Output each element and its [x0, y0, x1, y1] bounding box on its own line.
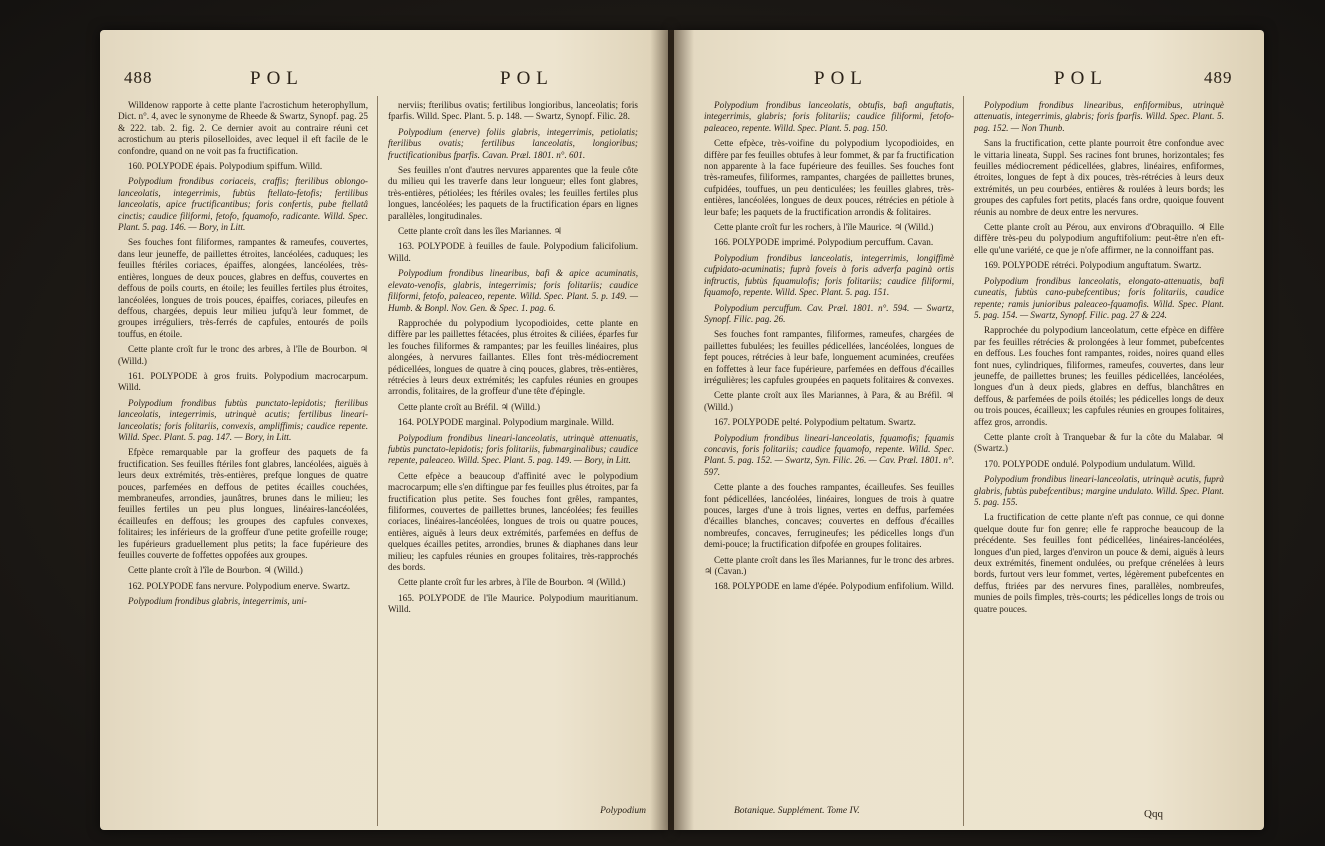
paragraph: La fructification de cette plante n'eft pas connue, ce qui donne quelque doute fur fon genre; elle fe rapproche beaucoup de la précédente. Ses feuilles font pédicellées, linéaires-lancéolées, longues d'un pied, larges d'environ un pouce & demi, aiguës à leurs deux extrémités, finement ondulées, ou prefque crénelées à leurs bords, furtout vers leur fommet, vertes, légèrement pubefcentes en deffus, ftriées par des nervures fines, parallèles, nombreufes, munies de poils fimples, très-courts; les pédicelles longs de trois ou quatre pouces. [974, 512, 1224, 614]
paragraph: Polypodium frondibus lanceolatis, integerrimis, longiffimè cufpidato-acuminatis; fuprà foveis à foris adverfa paginà ortis inftructis, fubtùs fquamulofis; foris folitariis; caudice filiformi, fquamofo, repente. Willd. Spec. Plant. 5. pag. 151. [704, 252, 954, 298]
paragraph: Polypodium frondibus lineari-lanceolatis, utrinquè attenuatis, fubtùs punctato-lepidotis; foris folitariis, fubmarginalibus; caudice repente, paleaceo. Willd. Spec. Plant. 5. pag. 149. — Bory, in Litt. [388, 432, 638, 466]
paragraph: Cette plante croît au Pérou, aux environs d'Obraquillo. ♃ Elle diffère très-peu du polypodium anguftifolium: peut-être n'en eft-elle qu'une variété, ce que je n'ofe affirmer, ne la connoiffant pas. [974, 222, 1224, 255]
paragraph: 169. POLYPODE rétréci. Polypodium anguftatum. Swartz. [984, 260, 1202, 271]
paragraph: Rapprochée du polypodium lanceolatum, cette efpèce en diffère par fes feuilles rétrécies & prolongées à leur fommet, pubefcentes en deffous. Les fouches font rampantes, roides, noires quand elles font nues, cylindriques, filiformes, rameufes, couvertes, dans leur jeuneffe, de paillettes brunes; les feuilles pédicellées, lancéolées, longues d'un à deux pieds, glabres en deffus, blanchâtres en deffous, & parfemées de poils étoilés; les pédicelles longs de deux ou trois pouces, écailleux; les capfules réunies en groupes folitaires, affez gros, arrondis. [974, 325, 1224, 427]
paragraph: Ses feuilles n'ont d'autres nervures apparentes que la feule côte du milieu qui les traverfe dans leur longueur; elles font glabres, très-entières, pétiolées; les ftériles ovales; les feuilles fertiles plus longues, lancéolées; les paquets de la fructification épars en lignes parallèles, longitudinales. [388, 165, 638, 221]
paragraph: Cette plante croît fur les arbres, à l'île de Bourbon. ♃ (Willd.) [398, 577, 626, 588]
paragraph: Ses fouches font filiformes, rampantes & rameufes, couvertes, dans leur jeuneffe, de paillettes étroites, lancéolées, caduques; les feuilles ftériles coriaces, épaiffes, alongées, lancéolées, très-entières, longues de deux pouces, glabres en deffus, couvertes en deffous de poils courts, en étoile; les feuilles fertiles plus étroites, lancéolées, longues de trois pouces, épaiffes, coriaces, pileufes en deffous, chargées, depuis leur milieu jufqu'à leur fommet, de groupes irréguliers, très-ferrés de capfules, entourés de poils touffus, en étoile. [118, 237, 368, 339]
paragraph: 168. POLYPODE en lame d'épée. Polypodium enfifolium. Willd. [714, 581, 954, 592]
paragraph: Sans la fructification, cette plante pourroit être confondue avec le vittaria lineata, Suppl. Ses racines font brunes, horizontales; fes feuilles médiocrement pédicellées, glabres, linéaires, enfiformes, étroites, longues de fept à dix pouces, très-rétrécies à leurs deux extrémités, un peu courbées, entières & roulées à leurs bords; les groupes des capfules fort petits, placés fans ordre, quoique fouvent réunis au nombre de deux entre les nervures. [974, 138, 1224, 217]
paragraph: Polypodium frondibus lanceolatis, elongato-attenuatis, bafi cuneatis, fubtùs cano-pubefcentibus; foris folitariis, caudice repente; ramis junioribus paleaceo-fquamofis. Willd. Spec. Plant. 5. pag. 154. — Swartz, Synopf. Filic. pag. 27 & 224. [974, 275, 1224, 320]
paragraph: Polypodium (enerve) foliis glabris, integerrimis, petiolatis; fterilibus ovatis; fertilibus lanceolatis, longioribus; fructificationibus fparfis. Cavan. Præl. 1801. n°. 601. [388, 126, 638, 160]
paragraph: Polypodium percuffum. Cav. Præl. 1801. n°. 594. — Swartz, Synopf. Filic. pag. 26. [704, 302, 954, 324]
paragraph: Cette plante a des fouches rampantes, écailleufes. Ses feuilles font pédicellées, lancéolées, linéaires, longues de trois à quatre pouces, larges d'une à trois lignes, vertes en deffus, parfemées d'écailles blanches, concaves; couvertes en deffous d'écailles nombreufes, concaves, ferrugineufes; les pédicelles longs d'un demi-pouce; la fructification difpofée en groupes folitaires. [704, 482, 954, 550]
paragraph: 163. POLYPODE à feuilles de faule. Polypodium falicifolium. Willd. [388, 241, 638, 263]
paragraph: Cette plante croît à l'île de Bourbon. ♃ (Willd.) [128, 565, 303, 576]
paragraph: 166. POLYPODE imprimé. Polypodium percuffum. Cavan. [714, 237, 934, 248]
paragraph: Polypodium frondibus glabris, integerrimis, uni- [128, 596, 307, 607]
running-head-right-1: POL [814, 68, 868, 89]
paragraph: Polypodium frondibus linearibus, enfiformibus, utrinquè attenuatis, integerrimis, glabris; foris fparfis. Willd. Spec. Plant. 5. pag. 152. — Non Thunb. [974, 100, 1224, 133]
left-page-column-1 [118, 100, 368, 612]
paragraph: Cette plante croît dans les îles Mariannes, fur le tronc des arbres. ♃ (Cavan.) [704, 554, 954, 577]
running-head-left-1: POL [250, 68, 304, 89]
column-rule [963, 96, 964, 826]
signature-mark: Qqq [1144, 808, 1163, 820]
left-page [100, 30, 668, 830]
right-page-column-1 [704, 100, 954, 800]
paragraph: Cette efpèce, très-voifine du polypodium lycopodioides, en diffère par fes feuilles obtufes à leur fommet, & par fa fructification non apparente à la face fupérieure des feuilles. Ses fouches font très-rameufes, filiformes, rampantes, chargées de paillettes brunes, cufpidées, touffues, un peu denticulées; les feuilles glabres, très-entières, lancéolées, longues de deux pouces, rétrécies en pétiole à leur bafe; les paquets de la fructification arrondis & folitaires. [704, 138, 954, 217]
paragraph: 162. POLYPODE fans nervure. Polypodium enerve. Swartz. [128, 580, 351, 591]
paragraph: Cette plante croît dans les îles Mariannes. ♃ [398, 226, 562, 237]
paragraph: Cette plante croît fur les rochers, à l'île Maurice. ♃ (Willd.) [714, 222, 934, 233]
paragraph: Rapprochée du polypodium lycopodioides, cette plante en diffère par les paillettes fétacées, plus étroites & ciliées, éparfes fur les fouches filiformes & rampantes; par les feuilles linéaires, plus alongées, à nervures faillantes. Elles font très-médiocrement pédicellées, longues de quatre à cinq pouces, glabres, très-entières, rétrécies à leurs deux extrémités; les capfules réunies en groupes arrondis, folitaires, de la groffeur d'une tête d'épingle. [388, 317, 638, 397]
footer-volume: Botanique. Supplément. Tome IV. [734, 806, 860, 816]
page-number-right: 489 [1204, 68, 1233, 87]
paragraph: Polypodium frondibus fubtùs punctato-lepidotis; fterilibus lanceolatis, integerrimis, utrinquè acutis; fertilibus lineari-lanceolatis; foris folitariis, convexis, ampliffimis; caudice repente. Willd. Spec. Plant. 5. pag. 147. — Bory, in Litt. [118, 397, 368, 442]
running-head-right-2: POL [1054, 68, 1108, 89]
paragraph: Polypodium frondibus coriaceis, craffis; fterilibus oblongo-lanceolatis, integerrimis, fubtùs ftellato-fetofis; fertilibus lanceolatis, apice fructificantibus; foris confertis, pube ftellatâ cinctis; caudice filiformi, fetofo, fquamofo, radicante. Willd. Spec. Plant. 5. pag. 146. — Bory, in Litt. [118, 176, 368, 233]
paragraph: 164. POLYPODE marginal. Polypodium marginale. Willd. [398, 417, 614, 428]
catchword: Polypodium [600, 806, 646, 816]
right-page-column-2 [974, 100, 1224, 619]
paragraph: Cette plante croît à Tranquebar & fur la côte du Malabar. ♃ (Swartz.) [974, 431, 1224, 454]
paragraph: Cette plante croît aux îles Mariannes, à Para, & au Bréfil. ♃ (Willd.) [704, 390, 954, 412]
paragraph: 167. POLYPODE pelté. Polypodium peltatum. Swartz. [714, 417, 916, 428]
page-number-left: 488 [124, 68, 153, 87]
paragraph: Polypodium frondibus linearibus, bafi & apice acuminatis, elevato-venofis, glabris, integerrimis; foris folitariis; caudice filiformi, fetofo, paleaceo, repente. Willd. Spec. Plant. 5. p. 149. — Humb. & Bonpl. Nov. Gen. & Spec. 1. pag. 6. [388, 268, 638, 313]
paragraph: Cette plante croît fur le tronc des arbres, à l'île de Bourbon. ♃ (Willd.) [118, 344, 368, 366]
paragraph: 160. POLYPODE épais. Polypodium spiffum. Willd. [128, 161, 323, 172]
paragraph: Cette efpèce a beaucoup d'affinité avec le polypodium macrocarpum; elle s'en diftingue par fes feuilles plus étroites, par fa fructification plus petite. Ses fouches font grêles, rampantes, filiformes, couvertes de paillettes brunes, lancéolées; fes feuilles coriaces, linéaires-lancéolées, longues de trois ou quatre pouces, entières, aiguës à leurs deux extrémités, parfemées en deffus de quelques écailles petites, arrondies, brunes & diaphanes dans leur milieu; les capfules réunies en groupes folitaires, très-rapprochés des bords. [388, 470, 638, 573]
paragraph: Cette plante croît au Bréfil. ♃ (Willd.) [398, 401, 541, 412]
right-page [674, 30, 1264, 830]
paragraph: 170. POLYPODE ondulé. Polypodium undulatum. Willd. [984, 458, 1196, 469]
paragraph: 161. POLYPODE à gros fruits. Polypodium macrocarpum. Willd. [118, 370, 368, 393]
paragraph: Polypodium frondibus lineari-lanceolatis, utrinquè acutis, fuprà glabris, fubtùs pubefcentibus; margine undulato. Willd. Spec. Plant. 5. pag. 155. [974, 474, 1224, 507]
paragraph: Ses fouches font rampantes, filiformes, rameufes, chargées de paillettes fubulées; les feuilles pédicellées, lancéolées, longues de fept pouces, rétrécies à leur bafe, longuement acuminées, creufées en foffettes à leur face fupérieure, parfemées en deffous d'écailles irrégulières; les capfules groupées en paquets folitaires & convexes. [704, 329, 954, 385]
paragraph: nerviis; fterilibus ovatis; fertilibus longioribus, lanceolatis; foris fparfis. Willd. Spec. Plant. 5. p. 148. — Swartz, Synopf. Filic. 28. [388, 100, 638, 122]
column-rule [377, 96, 378, 826]
paragraph: Polypodium frondibus lineari-lanceolatis, fquamofis; fquamis concavis, foris folitariis; caudice fquamofo, repente. Willd. Spec. Plant. 5. pag. 152. — Swartz, Syn. Filic. 26. — Cav. Præl. 1801. n°. 597. [704, 432, 954, 477]
paragraph: Efpèce remarquable par la groffeur des paquets de fa fructification. Ses feuilles ftériles font glabres, lancéolées, aiguës à leurs deux extrémités, très-entières, prefque longues de quatre pouces, parfemées en deffous de petites écailles couchées, membraneufes, arrondies, jaunâtres, brunes dans le milieu; les feuilles fertiles un peu plus longues, linéaires-lancéolées, écailleufes en deffous; les groupes des capfules convexes, folitaires; les inférieurs de la groffeur d'une petite grofeille rouge; les fupérieurs graduellement plus petits; la face fupérieure des feuilles couverte de foffettes oppofées aux groupes. [118, 447, 368, 561]
paragraph: Willdenow rapporte à cette plante l'acrostichum heterophyllum, Dict. n°. 4, avec le synonyme de Rheede & Swartz, Synopf. pag. 25 & 222. tab. 2. fig. 2. Ce dernier avoit au contraire réuni cet acrostichum au pteris piloselloides, avec lequel il eft facile de le confondre, quand on ne voit pas fa fructification. [118, 100, 368, 156]
running-head-left-2: POL [500, 68, 554, 89]
left-page-column-2 [388, 100, 638, 620]
paragraph: 165. POLYPODE de l'île Maurice. Polypodium mauritianum. Willd. [388, 592, 638, 615]
paragraph: Polypodium frondibus lanceolatis, obtufis, bafi anguftatis, integerrimis, glabris; foris folitariis; caudice filiformi, fetofo-paleaceo, repente. Willd. Spec. Plant. 5. pag. 150. [704, 100, 954, 133]
